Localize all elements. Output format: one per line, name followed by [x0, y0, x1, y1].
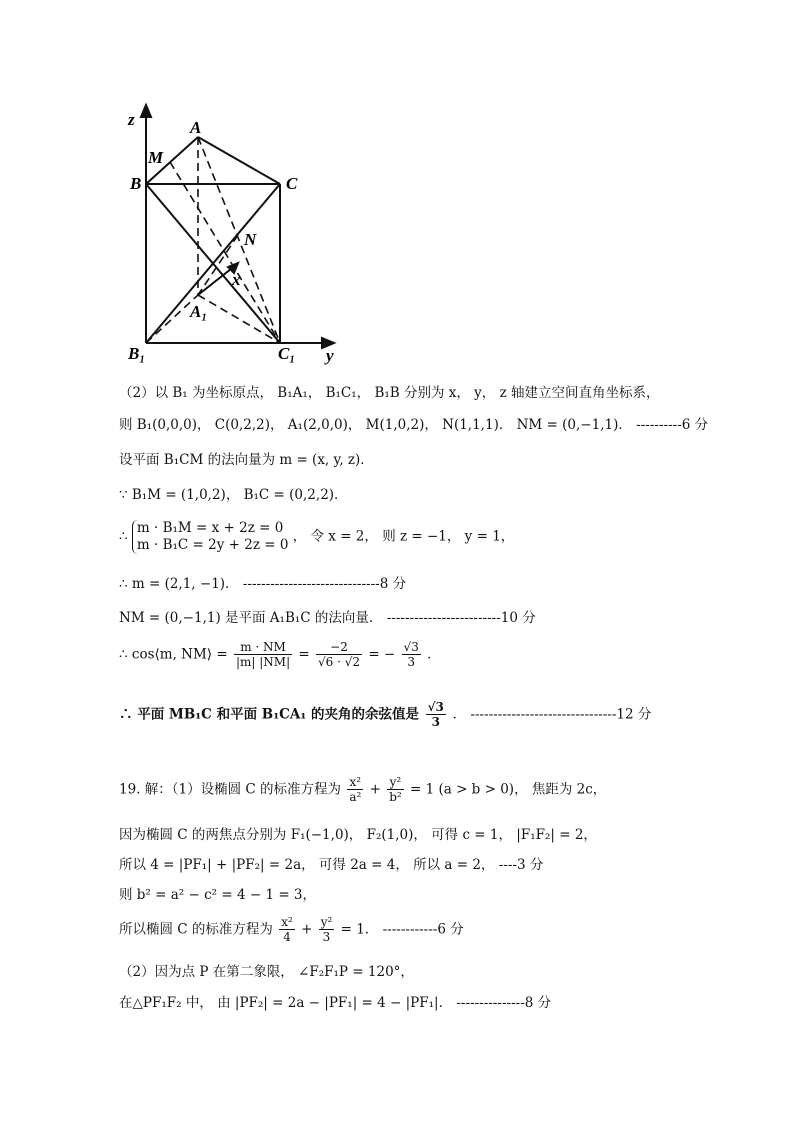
- label-B: B: [130, 174, 142, 193]
- text-line-6: ∴ m = (2,1, −1)． ------------------------------8 分: [119, 576, 407, 592]
- text-line-7: NM = (0,−1,1) 是平面 A₁B₁C 的法向量． -------------------------10 分: [119, 610, 536, 626]
- fraction-y2-3: [319, 915, 335, 944]
- standard-eq-rest: = 1． ------------6 分: [340, 921, 464, 938]
- equation-2: m · B₁C = 2y + 2z = 0: [136, 537, 289, 553]
- numerator: √3: [427, 700, 444, 714]
- system-result: ， 令 x = 2， 则 z = −1， y = 1，: [292, 528, 515, 545]
- therefore-symbol: ∴: [119, 528, 128, 545]
- text-line-2: 则 B₁(0,0,0)， C(0,2,2)， A₁(2,0,0)， M(1,0,2)， N(1,1,1)． NM = (0,−1,1)． ----------6 分: [119, 417, 709, 433]
- text-line-11: 因为椭圆 C 的两焦点分别为 F₁(−1,0)， F₂(1,0)， 可得 c = 1， |F₁F₂| = 2，: [119, 827, 597, 843]
- fraction-cosine: [426, 700, 446, 729]
- denominator: a²: [349, 790, 362, 804]
- fraction-dot-product: [234, 640, 292, 669]
- fraction-x2-a2: [347, 775, 363, 804]
- label-A: A: [190, 118, 202, 137]
- equation-1: m · B₁M = x + 2z = 0: [136, 520, 284, 536]
- numerator: √3: [403, 640, 419, 654]
- edge-M-C1: [170, 162, 280, 343]
- label-C1: C₁: [278, 344, 296, 363]
- numerator: x²: [347, 775, 363, 790]
- fraction-x2-4: [279, 915, 295, 944]
- fraction-y2-b2: [387, 775, 404, 804]
- edge-A-C: [198, 137, 280, 184]
- numerator: −2: [316, 640, 362, 655]
- denominator: |m| |NM|: [235, 655, 291, 669]
- label-N: N: [244, 230, 257, 249]
- numerator: x²: [281, 915, 293, 929]
- z-axis-arrow: [141, 105, 151, 117]
- denominator: 4: [283, 930, 291, 944]
- text-line-3: 设平面 B₁CM 的法向量为 m = (x, y, z)．: [119, 452, 374, 468]
- fraction-value: [316, 640, 362, 669]
- equation-rest: = 1 (a > b > 0)， 焦距为 2c，: [409, 781, 607, 798]
- equals-minus: = −: [368, 646, 396, 663]
- fraction-result: [402, 640, 421, 669]
- text-line-12: 所以 4 = |PF₁| + |PF₂| = 2a， 可得 2a = 4， 所以 a = 2， ----3 分: [119, 857, 544, 873]
- text-line-8: [119, 640, 441, 669]
- text-line-9: [119, 700, 651, 729]
- prism-figure: [110, 95, 350, 375]
- label-z: z: [128, 110, 135, 129]
- numerator: m · NM: [234, 640, 292, 655]
- edge-A-C1: [198, 137, 280, 343]
- denominator: b²: [389, 790, 402, 804]
- denominator: 3: [322, 930, 331, 944]
- label-y: y: [326, 346, 334, 365]
- text-line-10: [119, 775, 606, 804]
- denominator: √6 · √2: [318, 655, 361, 669]
- problem-19-intro: 19. 解：（1）设椭圆 C 的标准方程为: [119, 781, 342, 798]
- edge-A1-C1: [198, 295, 280, 343]
- text-line-5: [119, 520, 514, 554]
- text-line-1: （2）以 B₁ 为坐标原点， B₁A₁， B₁C₁， B₁B 分别为 x， y， z 轴建立空间直角坐标系，: [119, 385, 660, 401]
- standard-eq-intro: 所以椭圆 C 的标准方程为: [119, 921, 273, 938]
- text-line-15: （2）因为点 P 在第二象限， ∠F₂F₁P = 120°，: [119, 964, 414, 980]
- cos-label: ∴ cos⟨m, NM⟩ =: [119, 646, 228, 663]
- conclusion-text: ∴ 平面 MB₁C 和平面 B₁CA₁ 的夹角的余弦值是: [119, 706, 419, 723]
- label-A1: A₁: [190, 302, 208, 321]
- label-C: C: [286, 174, 298, 193]
- plus: +: [369, 781, 381, 798]
- text-line-13: 则 b² = a² − c² = 4 − 1 = 3，: [119, 887, 317, 903]
- denominator: 3: [407, 655, 415, 669]
- label-x: x: [232, 270, 241, 289]
- equals: =: [298, 646, 310, 663]
- text-line-16: 在△PF₁F₂ 中， 由 |PF₂| = 2a − |PF₁| = 4 − |PF₁|． ---------------8 分: [119, 995, 552, 1011]
- denominator: 3: [431, 715, 440, 729]
- plus: +: [301, 921, 313, 938]
- label-M: M: [148, 148, 164, 167]
- equation-system: [132, 520, 289, 554]
- label-B1: B₁: [128, 344, 146, 363]
- numerator: y²: [387, 775, 404, 790]
- text-line-4: ∵ B₁M = (1,0,2)， B₁C = (0,2,2)．: [119, 487, 348, 503]
- numerator: y²: [320, 915, 333, 929]
- period: ．: [427, 646, 441, 663]
- text-line-14: [119, 915, 464, 944]
- score-marker: ． --------------------------------12 分: [452, 706, 652, 723]
